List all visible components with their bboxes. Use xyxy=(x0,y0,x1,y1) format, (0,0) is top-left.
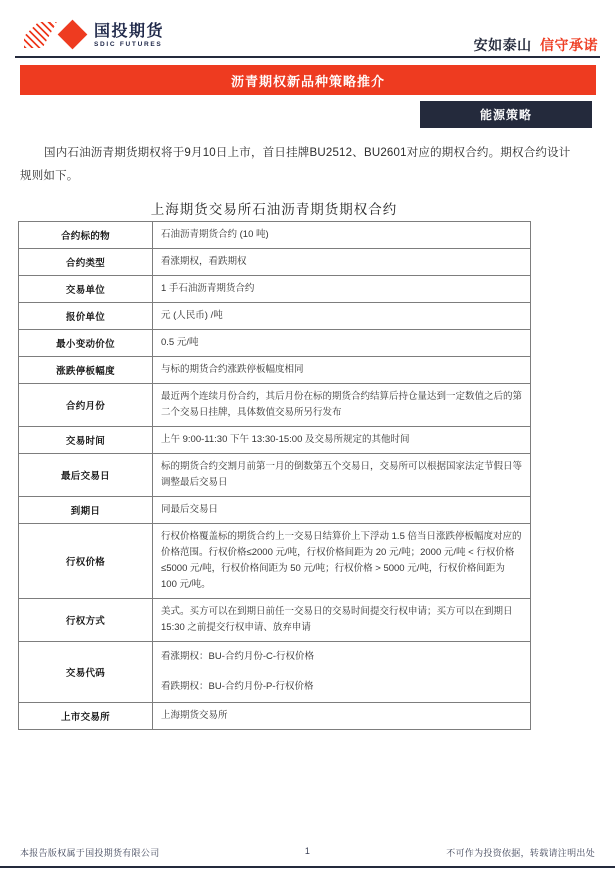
contract-spec-table xyxy=(18,221,531,730)
row-label: 合约类型 xyxy=(19,249,153,276)
row-value xyxy=(153,222,531,249)
table-row xyxy=(19,642,531,703)
row-value xyxy=(153,249,531,276)
row-label: 行权价格 xyxy=(19,524,153,599)
table-row xyxy=(19,384,531,427)
row-value xyxy=(153,497,531,524)
row-value-line: 石油沥青期货合约 (10 吨) xyxy=(161,229,269,240)
row-value xyxy=(153,427,531,454)
row-label: 最小变动价位 xyxy=(19,330,153,357)
page-number: 1 xyxy=(304,846,311,856)
disclaimer-text: 不可作为投资依据，转载请注明出处 xyxy=(446,848,595,858)
row-value xyxy=(153,524,531,599)
slogan-part-navy: 安如泰山 xyxy=(473,37,532,53)
table-row xyxy=(19,330,531,357)
intro-paragraph: 国内石油沥青期货期权将于9月10日上市，首日挂牌BU2512、BU2601对应的期权合约。期权合约设计规则如下。 xyxy=(20,147,571,182)
row-label: 报价单位 xyxy=(19,303,153,330)
sdic-futures-logo xyxy=(24,19,164,51)
table-row xyxy=(19,497,531,524)
row-value-line: 上午 9:00-11:30 下午 13:30-15:00 及交易所规定的其他时间 xyxy=(161,434,410,445)
row-label: 交易时间 xyxy=(19,427,153,454)
report-title: 沥青期权新品种策略推介 xyxy=(230,73,385,89)
page-footer xyxy=(20,846,595,859)
row-value xyxy=(153,384,531,427)
row-label: 最后交易日 xyxy=(19,454,153,497)
category-banner xyxy=(420,101,592,128)
row-label: 上市交易所 xyxy=(19,703,153,730)
row-label: 合约月份 xyxy=(19,384,153,427)
table-row xyxy=(19,222,531,249)
row-label: 合约标的物 xyxy=(19,222,153,249)
copyright-text: 本报告版权属于国投期货有限公司 xyxy=(20,848,160,858)
row-value xyxy=(153,303,531,330)
row-value xyxy=(153,703,531,730)
logo-mark xyxy=(24,19,90,51)
row-label: 涨跌停板幅度 xyxy=(19,357,153,384)
table-row xyxy=(19,703,531,730)
row-value-line: 看涨期权：BU-合约月份-C-行权价格 xyxy=(161,651,315,662)
row-value-line: 1 手石油沥青期货合约 xyxy=(161,283,255,294)
row-value xyxy=(153,599,531,642)
table-row xyxy=(19,249,531,276)
row-value-line: 看跌期权：BU-合约月份-P-行权价格 xyxy=(161,681,314,692)
row-value-line: 上海期货交易所 xyxy=(161,710,228,721)
table-row xyxy=(19,427,531,454)
row-value-line: 元 (人民币) /吨 xyxy=(161,310,223,321)
row-value xyxy=(153,454,531,497)
logo-text xyxy=(94,23,164,48)
table-row xyxy=(19,303,531,330)
row-label: 交易代码 xyxy=(19,642,153,703)
header-slogan xyxy=(474,35,598,55)
footer-divider xyxy=(0,866,615,868)
row-value-line: 同最后交易日 xyxy=(161,504,219,515)
row-value xyxy=(153,330,531,357)
row-value-line: 行权价格覆盖标的期货合约上一交易日结算价上下浮动 1.5 倍当日涨跌停板幅度对应的价格范围。行权价格≤2000 元/吨，行权价格间距为 20 元/吨；2000 元/吨 < 行权价格≤5000 元/吨，行权价格间距为 50 元/吨；行权价格 > 5000 元/吨，行权价格间距为 100 元/吨。 xyxy=(161,531,522,590)
row-value xyxy=(153,642,531,703)
table-row xyxy=(19,599,531,642)
row-label: 到期日 xyxy=(19,497,153,524)
row-value-line: 标的期货合约交割月前第一月的倒数第五个交易日，交易所可以根据国家法定节假日等调整最后交易日 xyxy=(161,461,523,488)
row-value xyxy=(153,357,531,384)
row-value-line: 美式。买方可以在到期日前任一交易日的交易时间提交行权申请；买方可以在到期日 15:30 之前提交行权申请、放弃申请 xyxy=(161,606,513,633)
row-label: 行权方式 xyxy=(19,599,153,642)
row-value-line: 与标的期货合约涨跌停板幅度相同 xyxy=(161,364,304,375)
row-value xyxy=(153,276,531,303)
row-value-line: 看涨期权，看跌期权 xyxy=(161,256,247,267)
row-label: 交易单位 xyxy=(19,276,153,303)
row-value-line: 最近两个连续月份合约，其后月份在标的期货合约结算后持仓量达到一定数值之后的第二个交易日挂牌，具体数值交易所另行发布 xyxy=(161,391,523,418)
table-title: 上海期货交易所石油沥青期货期权合约 xyxy=(150,202,398,218)
row-value-line: 0.5 元/吨 xyxy=(161,337,199,348)
table-row xyxy=(19,276,531,303)
logo-company-name-en: SDIC FUTURES xyxy=(94,40,163,48)
header-divider xyxy=(15,56,600,58)
category-label: 能源策略 xyxy=(479,108,532,122)
table-row xyxy=(19,357,531,384)
table-row xyxy=(19,524,531,599)
table-row xyxy=(19,454,531,497)
report-title-banner xyxy=(20,65,596,95)
logo-diamond-icon xyxy=(58,20,88,50)
slogan-part-red: 信守承诺 xyxy=(540,37,598,53)
logo-company-name: 国投期货 xyxy=(94,22,165,40)
